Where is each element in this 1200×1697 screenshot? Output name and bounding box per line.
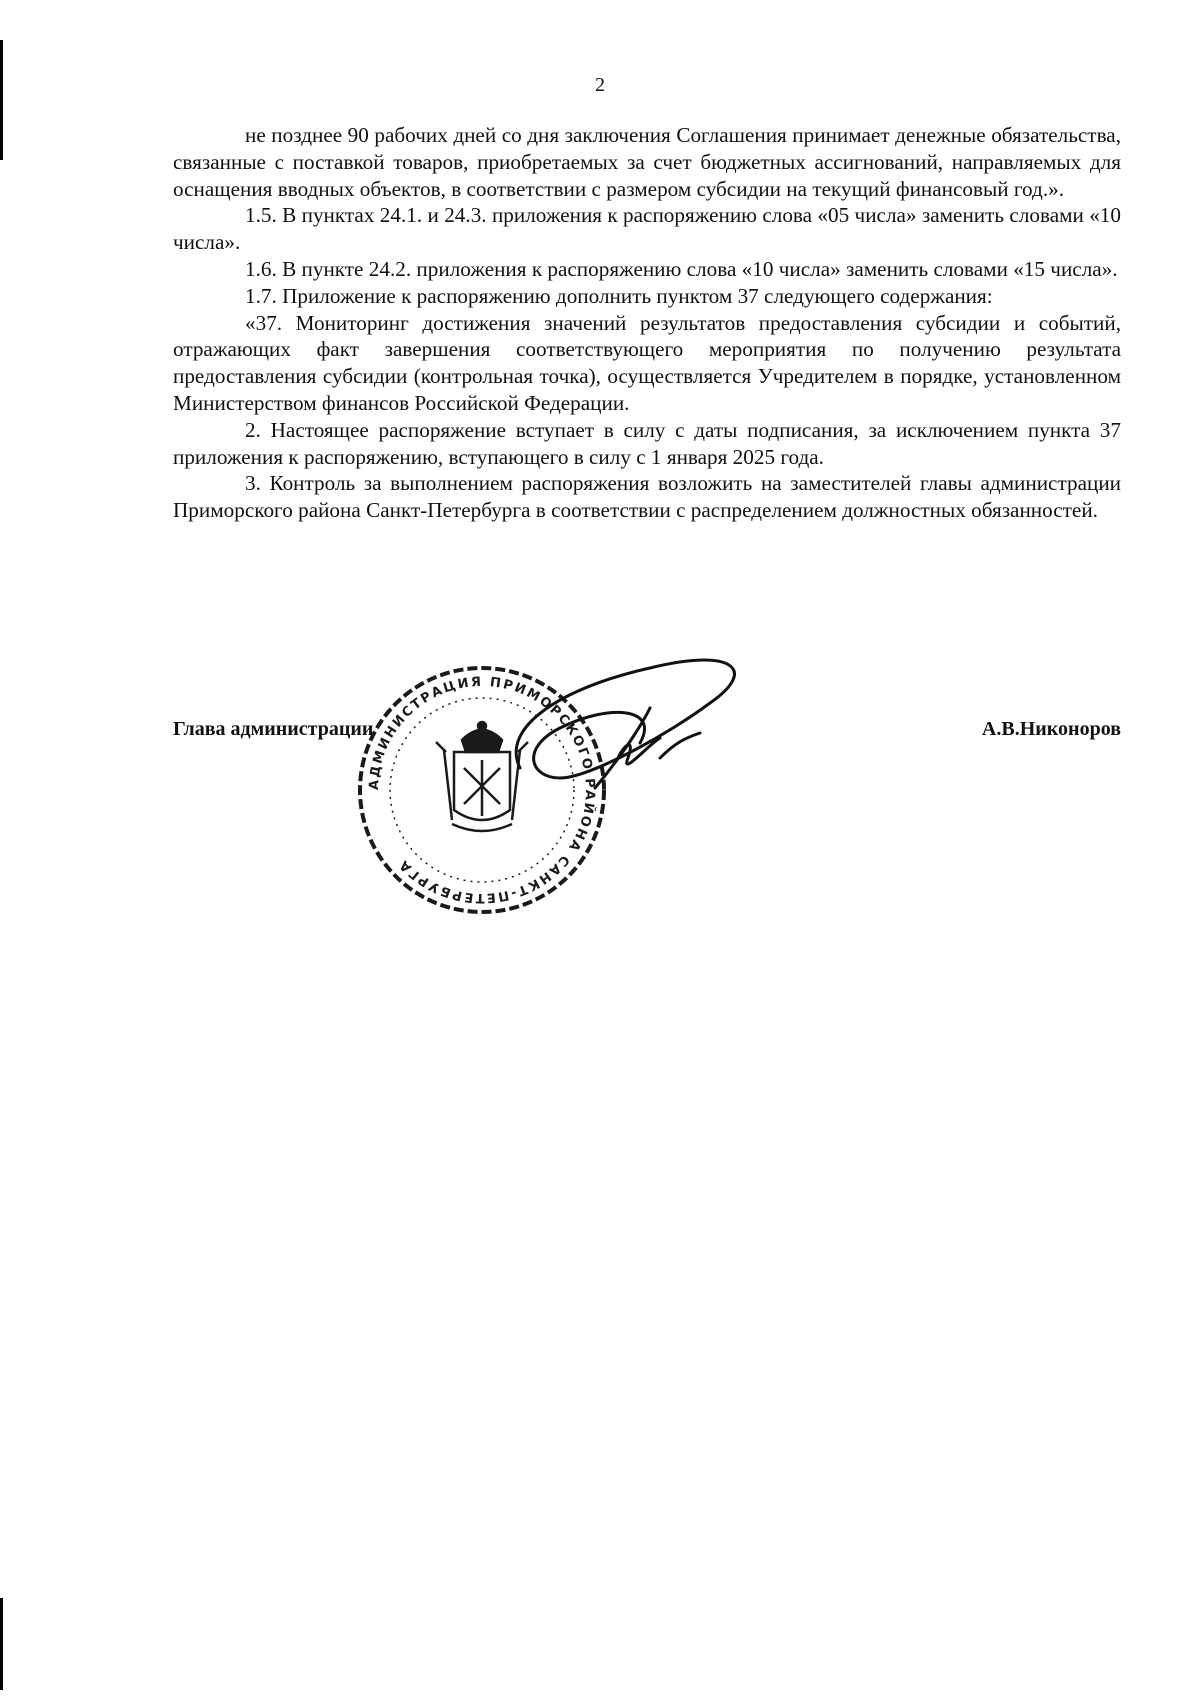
- paragraph-1-5: 1.5. В пунктах 24.1. и 24.3. приложения к распоряжению слова «05 числа» заменить словами «10 числа».: [173, 203, 1121, 255]
- paragraph-1-6: 1.6. В пункте 24.2. приложения к распоряжению слова «10 числа» заменить словами «15 числа».: [245, 256, 1118, 281]
- signature-block: [173, 718, 1121, 758]
- scan-edge-mark-top: [0, 40, 3, 160]
- seal-text: АДМИНИСТРАЦИЯ ПРИМОРСКОГО РАЙОНА САНКТ-ПЕТЕРБУРГА: [366, 674, 598, 906]
- paragraph-37: «37. Мониторинг достижения значений результатов предоставления субсидии и событий, отражающих факт завершения соответствующего мероприятия по получению результата предоставления субсидии (контрольная точка), осуществляется Учредителем в порядке, установленном Министерством финансов Российской Федерации.: [173, 310, 1121, 415]
- scan-edge-mark-bottom: [0, 1598, 3, 1690]
- paragraph-3: 3. Контроль за выполнением распоряжения возложить на заместителей главы администрации Приморского района Санкт-Петербурга в соответствии с распределением должностных обязанностей.: [173, 471, 1121, 523]
- signatory-role: Глава администрации: [173, 718, 374, 740]
- document-body: [173, 122, 1121, 524]
- paragraph-2: 2. Настоящее распоряжение вступает в силу с даты подписания, за исключением пункта 37 приложения к распоряжению, вступающего в силу с 1 января 2025 года.: [173, 417, 1121, 469]
- signatory-name: А.В.Никоноров: [981, 718, 1121, 740]
- paragraph-continuation: не позднее 90 рабочих дней со дня заключения Соглашения принимает денежные обязательства, связанные с поставкой товаров, приобретаемых за счет бюджетных ассигнований, направляемых для оснащения вводных объектов, в соответствии с размером субсидии на текущий финансовый год.».: [173, 123, 1121, 201]
- paragraph-1-7: 1.7. Приложение к распоряжению дополнить пунктом 37 следующего содержания:: [245, 283, 993, 308]
- page-number: 2: [595, 74, 605, 96]
